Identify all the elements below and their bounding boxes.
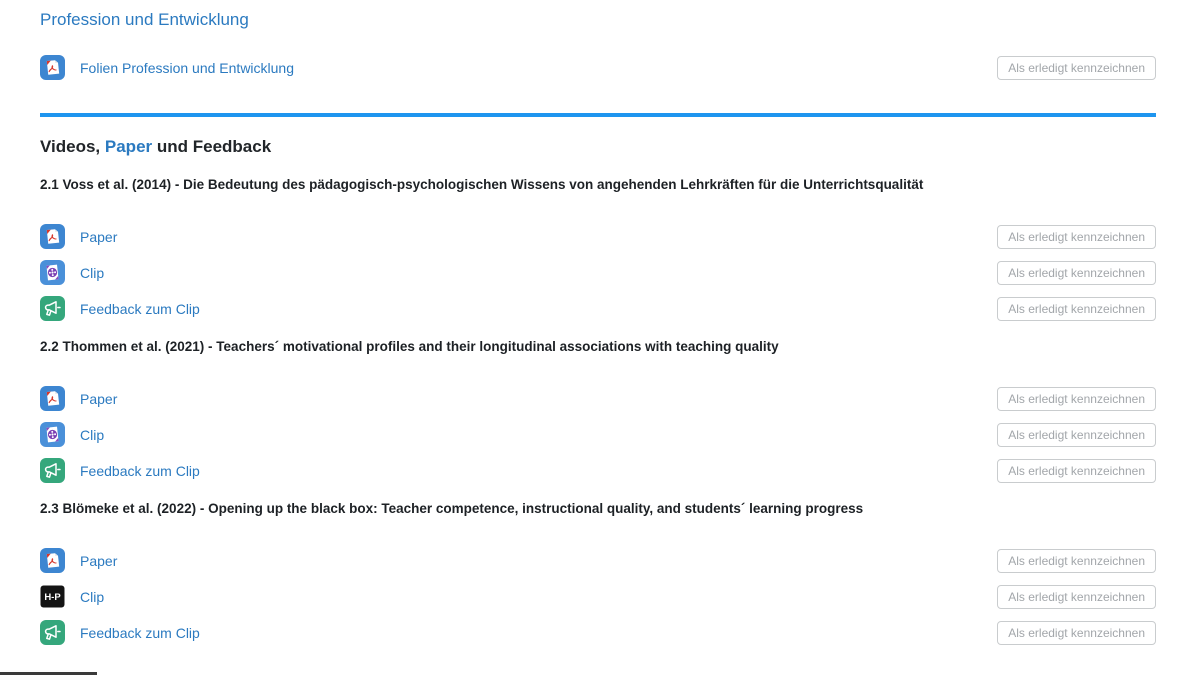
feedback-icon <box>40 296 65 321</box>
video-icon <box>40 422 65 447</box>
group-heading: 2.2 Thommen et al. (2021) - Teachers´ motivational profiles and their longitudinal associations with teaching quality <box>40 339 779 354</box>
section-divider <box>40 113 1156 117</box>
mark-done-button[interactable]: Als erledigt kennzeichnen <box>997 387 1156 411</box>
activity-link-feedback[interactable]: Feedback zum Clip <box>80 462 200 479</box>
mark-done-button[interactable]: Als erledigt kennzeichnen <box>997 459 1156 483</box>
activity-group <box>40 176 1156 321</box>
mark-done-button[interactable]: Als erledigt kennzeichnen <box>997 423 1156 447</box>
pdf-icon <box>40 224 65 249</box>
subsection-title-part3: und Feedback <box>152 137 272 156</box>
activity-row <box>40 458 1156 483</box>
subsection-title-part1: Videos, <box>40 137 105 156</box>
activity-link-paper[interactable]: Paper <box>80 228 118 245</box>
activity-link-paper[interactable]: Paper <box>80 552 118 569</box>
activity-row <box>40 224 1156 249</box>
pdf-icon <box>40 55 65 80</box>
activity-row <box>40 386 1156 411</box>
group-heading: 2.3 Blömeke et al. (2022) - Opening up the black box: Teacher competence, instructional quality, and students´ learning progress <box>40 501 864 516</box>
activity-link-clip[interactable]: Clip <box>80 264 105 281</box>
mark-done-button[interactable]: Als erledigt kennzeichnen <box>997 225 1156 249</box>
activity-row <box>40 584 1156 609</box>
mark-done-button[interactable]: Als erledigt kennzeichnen <box>997 297 1156 321</box>
page-title: Profession und Entwicklung <box>40 10 249 29</box>
activity-link-clip[interactable]: Clip <box>80 426 105 443</box>
subsection-paper-link[interactable]: Paper <box>104 137 153 156</box>
activity-group <box>40 338 1156 483</box>
activity-link-paper[interactable]: Paper <box>80 390 118 407</box>
activity-link-clip[interactable]: Clip <box>80 588 105 605</box>
video-icon <box>40 260 65 285</box>
group-heading: 2.1 Voss et al. (2014) - Die Bedeutung des pädagogisch-psychologischen Wissens von angehenden Lehrkräften für die Unterrichtsqualität <box>40 177 924 192</box>
activity-group <box>40 500 1156 645</box>
activity-link-folien[interactable]: Folien Profession und Entwicklung <box>80 59 295 76</box>
activity-link-feedback[interactable]: Feedback zum Clip <box>80 300 200 317</box>
mark-done-button[interactable]: Als erledigt kennzeichnen <box>997 56 1156 80</box>
h5p-icon <box>40 584 65 609</box>
subsection-title <box>40 136 1156 157</box>
activity-row <box>40 55 1156 80</box>
mark-done-button[interactable]: Als erledigt kennzeichnen <box>997 621 1156 645</box>
mark-done-button[interactable]: Als erledigt kennzeichnen <box>997 261 1156 285</box>
activity-row <box>40 620 1156 645</box>
activity-row <box>40 260 1156 285</box>
pdf-icon <box>40 548 65 573</box>
feedback-icon <box>40 620 65 645</box>
activity-row <box>40 548 1156 573</box>
feedback-icon <box>40 458 65 483</box>
activity-link-feedback[interactable]: Feedback zum Clip <box>80 624 200 641</box>
pdf-icon <box>40 386 65 411</box>
activity-row <box>40 296 1156 321</box>
mark-done-button[interactable]: Als erledigt kennzeichnen <box>997 549 1156 573</box>
activity-row <box>40 422 1156 447</box>
mark-done-button[interactable]: Als erledigt kennzeichnen <box>997 585 1156 609</box>
